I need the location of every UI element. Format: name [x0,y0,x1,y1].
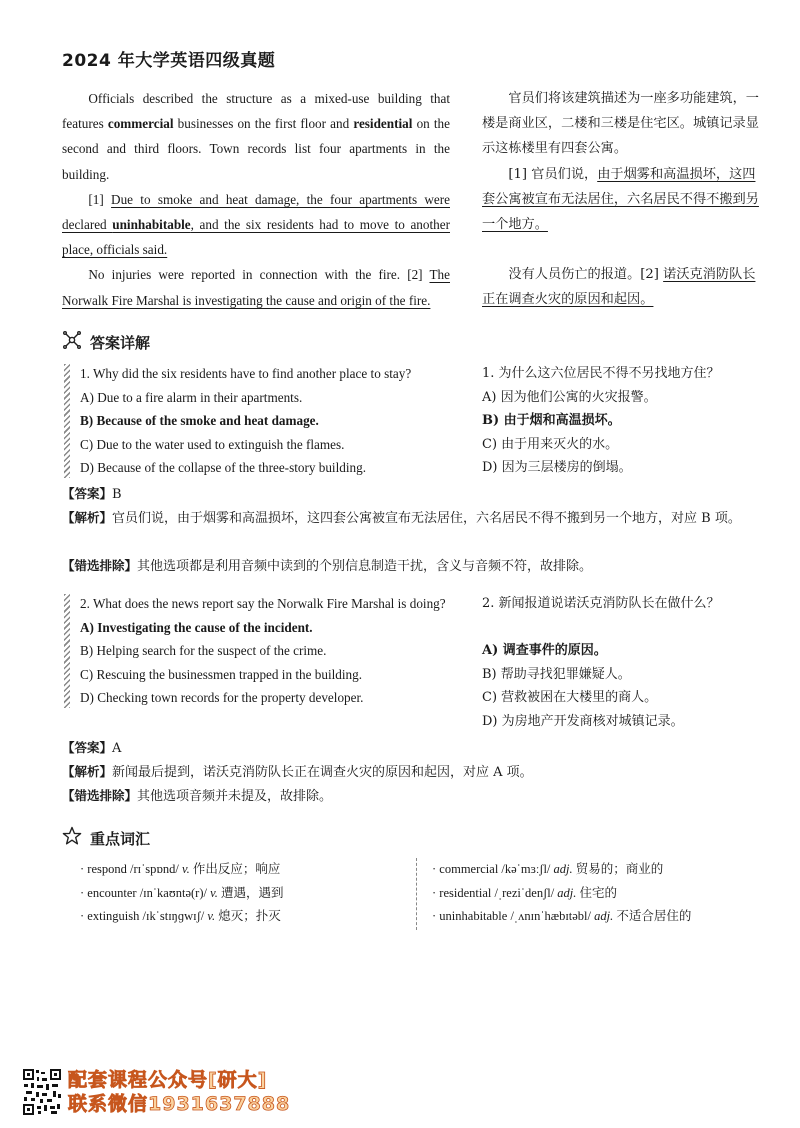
vocab-word: extinguish /ɪkˈstɪŋɡwɪʃ/ [87,909,205,923]
question-stem-cn: 1. 为什么这六位居民不得不另找地方住？ [482,366,720,381]
vocab-item: · extinguish /ɪkˈstɪŋɡwɪʃ/ v. 熄灭；扑灭 [80,909,281,923]
answer-tag: 【答案】 [62,740,113,755]
question-stem-cn: 2. 新闻报道说诺沃克消防队长在做什么？ [482,596,720,611]
passage-text: on the second and third floors. Town records list four apartments in the building. [62,116,450,182]
underlined-sentence [62,192,450,257]
vocab-word: uninhabitable /ˌʌnɪnˈhæbɪtəbl/ [439,909,592,923]
passage-cn-paragraph-3 [482,262,762,312]
vocab-meaning: 遭遇，遇到 [220,885,284,900]
passage-text: , and the six residents had to move to another place, officials said. [62,217,450,258]
vocab-item: · residential /ˌreziˈdenʃl/ adj. 住宅的 [432,885,618,900]
vocab-item: · commercial /kəˈmɜːʃl/ adj. 贸易的；商业的 [432,862,664,876]
vocab-meaning: 住宅的 [579,885,618,900]
option-b-correct: B) Because of the smoke and heat damage. [80,413,319,428]
analysis-tag: 【解析】 [62,510,113,525]
keyword-residential: residential [353,116,413,132]
analysis-text: 官员们说，由于烟雾和高温损坏，这四套公寓被宣布无法居住，六名居民不得不搬到另一个地方，对应 B 项。 [112,511,741,526]
marker-1: [1] [88,191,112,207]
passage-cn-paragraph-2 [482,162,762,238]
question-1-chinese [482,362,772,480]
exclusion-text: 其他选项音频并未提及，故排除。 [137,789,333,804]
page-title: 2024 年大学英语四级真题 [62,51,276,71]
underlined-sentence: 由于烟雾和高温损坏，这四套公寓被宣布无法居住，六名居民不得不搬到另一个地方。 [482,166,759,233]
analysis-text: 新闻最后提到，诺沃克消防队长正在调查火灾的原因和起因，对应 A 项。 [112,765,533,780]
passage-text: 没有人员伤亡的报道。[2] [508,267,664,283]
keyword-commercial: commercial [107,116,174,132]
q2-answer [62,736,762,761]
option-b: B) Helping search for the suspect of the crime. [80,643,327,658]
option-b-cn-correct: B) 由于烟和高温损坏。 [482,413,621,428]
vocab-pos: v. [182,862,190,876]
star-icon [62,826,82,850]
vocab-item: · encounter /ɪnˈkaʊntə(r)/ v. 遭遇，遇到 [80,885,284,900]
vocab-pos: v. [207,909,216,923]
q1-exclusion [62,554,762,579]
passage-cn-paragraph-1: 官员们将该建筑描述为一座多功能建筑，一楼是商业区，二楼和三楼是住宅区。城镇记录显示这栋楼里有四套公寓。 [482,91,759,157]
option-a-cn-correct: A) 调查事件的原因。 [482,643,607,658]
underlined-sentence: The Norwalk Fire Marshal is investigating the cause and origin of the fire. [62,267,450,308]
answer-tag: 【答案】 [62,486,113,501]
passage-text: [1] 官员们说， [508,166,598,182]
vocab-item: · respond /rɪˈspɒnd/ v. 作出反应；响应 [80,862,281,876]
option-a-correct: A) Investigating the cause of the incident. [80,619,313,635]
vocab-meaning: 贸易的；商业的 [575,862,664,876]
qr-code-icon [22,1068,62,1116]
vocab-word: residential /ˌreziˈdenʃl/ [439,885,555,900]
vocab-word: respond /rɪˈspɒnd/ [87,862,179,876]
vocab-meaning: 作出反应；响应 [192,862,281,876]
passage-paragraph-3 [62,262,450,312]
option-d-cn: D) 为房地产开发商核对城镇记录。 [482,713,684,729]
question-stem: 2. What does the news report say the Norwalk Fire Marshal is doing? [80,596,446,611]
vocab-pos: adj. [553,862,573,876]
q2-analysis [62,760,762,785]
q1-answer [62,482,762,507]
passage-english [62,86,450,313]
question-1-english [62,362,480,480]
promo-line-1: 配套课程公众号[研大] [68,1069,268,1091]
promo-text [68,1068,290,1116]
exclusion-tag: 【错选排除】 [62,788,138,803]
option-d: D) Because of the collapse of the three-story building. [80,460,367,475]
passage-text: Due to smoke and heat damage, the four apartments were declared [62,191,450,233]
section-title: 重点词汇 [90,829,151,848]
option-d-cn: D) 因为三层楼房的倒塌。 [482,460,632,475]
keyword-uninhabitable: uninhabitable [112,217,191,233]
passage-text: No injuries were reported in connection with the fire. [2] [88,267,430,283]
q1-analysis [62,506,762,531]
vocab-pos: adj. [594,909,614,923]
option-b-cn: B) 帮助寻找犯罪嫌疑人。 [482,666,631,682]
vocab-pos: adj. [557,885,577,900]
passage-paragraph-2 [62,187,450,263]
q2-exclusion [62,784,762,809]
option-c: C) Rescuing the businessmen trapped in the building. [80,666,363,682]
question-2-chinese [482,592,772,733]
vocab-meaning: 不适合居住的 [616,909,692,923]
answer-value: B [112,487,122,502]
exclusion-tag: 【错选排除】 [62,558,138,573]
section-header-answers [62,330,150,354]
section-header-vocabulary [62,826,150,850]
vocab-word: commercial /kəˈmɜːʃl/ [439,862,551,876]
exclusion-text: 其他选项都是利用音频中读到的个别信息制造干扰，含义与音频不符，故排除。 [137,559,593,574]
underlined-sentence: 诺沃克消防队长正在调查火灾的原因和起因。 [482,267,756,308]
promo-line-2: 联系微信1931637888 [68,1093,291,1115]
option-c-cn: C) 营救被困在大楼里的商人。 [482,690,658,705]
passage-text: businesses on the first floor and [173,116,354,132]
section-title: 答案详解 [90,333,151,352]
vocab-meaning: 熄灭；扑灭 [218,909,281,923]
vocab-divider [416,858,417,930]
vocab-word: encounter /ɪnˈkaʊntə(r)/ [87,885,207,900]
answer-value: A [112,741,122,756]
option-a: A) Due to a fire alarm in their apartments. [80,389,303,405]
passage-text: Officials described the structure as a mixed-use building that features [62,91,450,132]
passage-chinese [482,86,762,313]
passage-paragraph-1 [62,86,450,187]
vocab-list-right [432,858,691,929]
vocab-list-left [80,858,283,929]
option-c: C) Due to the water used to extinguish the flames. [80,436,345,452]
option-a-cn: A) 因为他们公寓的火灾报警。 [482,389,657,405]
vocab-pos: v. [210,885,218,900]
option-c-cn: C) 由于用来灭火的水。 [482,436,619,452]
analysis-tag: 【解析】 [62,764,113,779]
vocab-item: · uninhabitable /ˌʌnɪnˈhæbɪtəbl/ adj. 不适合居住的 [432,909,692,923]
question-stem: 1. Why did the six residents have to find another place to stay? [80,366,412,381]
option-d: D) Checking town records for the property developer. [80,690,364,705]
question-2-english [62,592,480,710]
molecule-icon [62,330,82,354]
